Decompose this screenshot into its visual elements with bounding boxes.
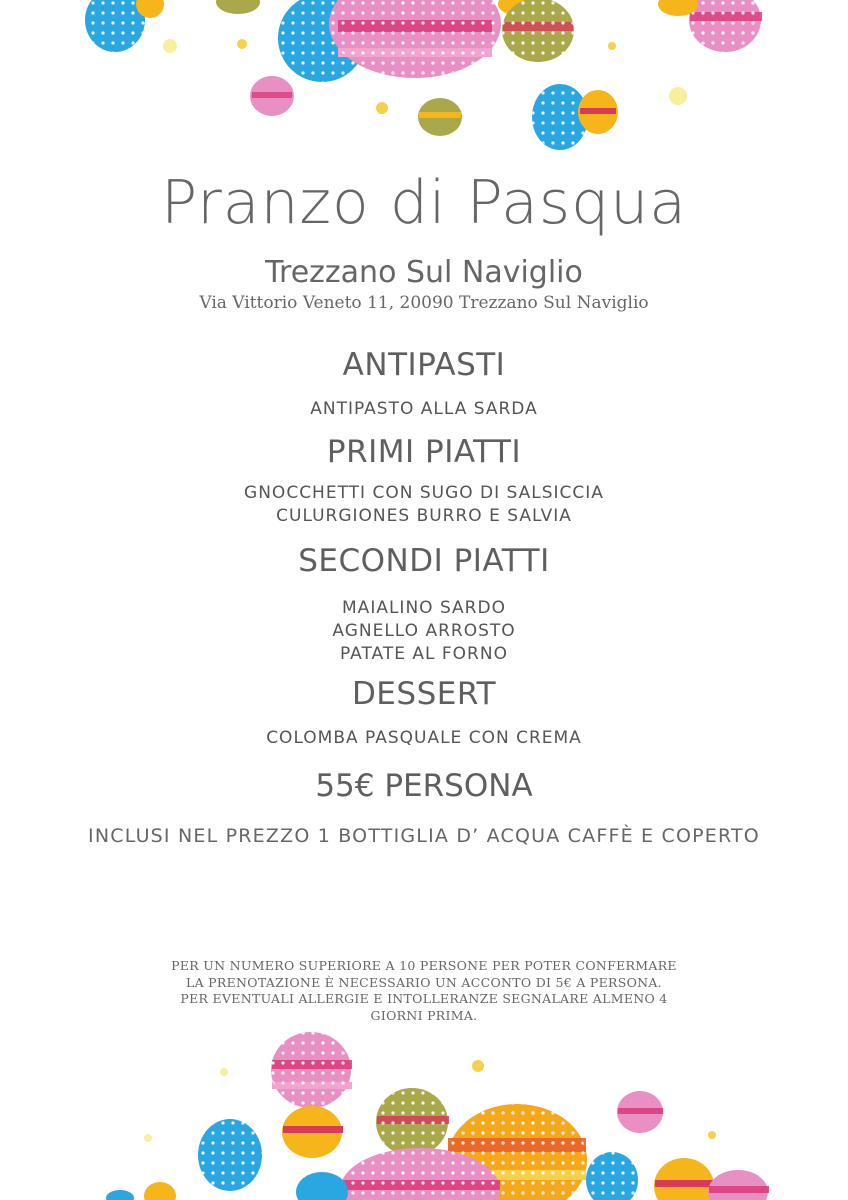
note-line: GIORNI PRIMA. [370, 1007, 478, 1023]
note-line: PER UN NUMERO SUPERIORE A 10 PERSONE PER POTER CONFERMARE [171, 958, 677, 973]
note-line: LA PRENOTAZIONE È NECESSARIO UN ACCONTO DI 5€ A PERSONA. [185, 974, 663, 990]
menu-item: GNOCCHETTI CON SUGO DI SALSICCIA [244, 483, 604, 503]
price-text: 55€ PERSONA [315, 768, 533, 804]
location-name: Trezzano Sul Naviglio [265, 255, 583, 290]
menu-item: AGNELLO ARROSTO [332, 621, 516, 641]
easter-eggs-top-decoration [0, 0, 848, 160]
menu-item: MAIALINO SARDO [342, 598, 506, 618]
easter-eggs-bottom-decoration [0, 1020, 848, 1200]
note-line: PER EVENTUALI ALLERGIE E INTOLLERANZE SEGNALARE ALMENO 4 [180, 991, 668, 1006]
section-title-dessert: DESSERT [351, 676, 497, 712]
menu-item: COLOMBA PASQUALE CON CREMA [266, 728, 582, 748]
section-title-primi: PRIMI PIATTI [326, 434, 522, 470]
menu-item: ANTIPASTO ALLA SARDA [310, 399, 538, 419]
address-text: Via Vittorio Veneto 11, 20090 Trezzano Sul Naviglio [199, 293, 649, 313]
egg-blue-icon [85, 0, 145, 52]
section-title-antipasti: ANTIPASTI [342, 347, 506, 383]
included-text: INCLUSI NEL PREZZO 1 BOTTIGLIA D’ ACQUA CAFFÈ E COPERTO [88, 825, 760, 847]
booking-note [0, 958, 848, 1024]
section-title-secondi: SECONDI PIATTI [298, 543, 550, 579]
menu-item: PATATE AL FORNO [340, 644, 508, 664]
page-title: Pranzo di Pasqua [160, 168, 688, 238]
menu-item: CULURGIONES BURRO E SALVIA [276, 506, 572, 526]
